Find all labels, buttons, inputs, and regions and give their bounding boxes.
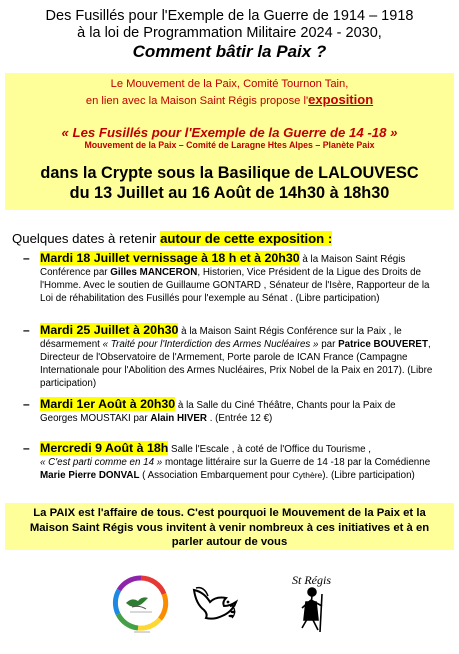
peace-movement-logo: [110, 572, 172, 636]
walking-figure-icon: [302, 588, 322, 632]
event-date: Mardi 25 Juillet à 20h30: [40, 323, 179, 337]
header-line2: à la loi de Programmation Militaire 2024 - 2030,: [77, 25, 382, 41]
event-item-1: – Mardi 18 Juillet vernissage à 18 h et à 20h30 à la Maison Saint Régis Conférence par Gilles MANCERON, Historien, Vice Président de la Ligue des Droits de l'Homme. Avec le soutien de Guillaume GONTARD , Sénateur de l'Isère, Rapporteur de la Loi de réhabilitation des Fusillés pour l'exemple au Sénat . (Libre participation): [23, 251, 430, 304]
dove-icon: [126, 597, 148, 606]
exhibition-announcement: [5, 73, 454, 210]
exhibition-credit: Mouvement de la Paix – Comité de Laragne Htes Alpes – Planète Paix: [84, 140, 375, 150]
dove-olive-branch-icon: [194, 588, 236, 619]
intro-line: Quelques dates à retenir autour de cette exposition :: [12, 231, 333, 246]
event-item-2: – Mardi 25 Juillet à 20h30 à la Maison Saint Régis Conférence sur la Paix , le désarmement « Traité pour l'Interdiction des Armes Nucléaires » par Patrice BOUVERET, Directeur de l'Observatoire de l'Armement, Porte parole de ICAN France (Campagne Internationale pour l'Abolition des Armes Nucléaires, Prix Nobel de la Paix en 2017). (Libre participation): [23, 323, 433, 389]
intro-highlight: autour de cette exposition :: [160, 231, 333, 246]
event-date: Mardi 18 Juillet vernissage à 18 h et à 20h30: [40, 251, 300, 265]
header: [0, 8, 459, 62]
dove-logo: [190, 582, 244, 632]
exhibition-location: dans la Crypte sous la Basilique de LALOUVESC du 13 Juillet au 16 Août de 14h30 à 18h30: [40, 164, 419, 202]
signature-text: St Régis: [292, 573, 331, 587]
event-date: Mardi 1er Août à 20h30: [40, 397, 176, 411]
event-item-3: – Mardi 1er Août à 20h30 à la Salle du Ciné Théâtre, Chants pour la Paix de Georges MOUSTAKI par Alain HIVER . (Entrée 12 €): [23, 397, 396, 424]
exhibition-title: « Les Fusillés pour l'Exemple de la Guerre de 14 -18 »: [61, 125, 398, 140]
maison-saint-regis-logo: [282, 568, 338, 638]
exposition-word: exposition: [308, 92, 374, 107]
header-line1: Des Fusillés pour l'Exemple de la Guerre de 1914 – 1918: [45, 8, 414, 24]
organizer-text: Le Mouvement de la Paix, Comité Tournon Tain, en lien avec la Maison Saint Régis propose l'exposition: [85, 78, 374, 107]
header-line3: Comment bâtir la Paix ?: [132, 42, 327, 61]
event-item-4: – Mercredi 9 Août à 18h Salle l'Escale , à coté de l'Office du Tourisme , « C'est parti comme en 14 » montage littéraire sur la Guerre de 14 -18 par la Comédienne Marie Pierre DONVAL ( Association Embarquement pour Cythère). (Libre participation): [23, 441, 431, 481]
event-date: Mercredi 9 Août à 18h: [40, 441, 169, 455]
closing-message: La PAIX est l'affaire de tous. C'est pourquoi le Mouvement de la Paix et la Maison Saint Régis vous invitent à venir nombreux à ces initiatives et à en parler autour de vous: [5, 503, 454, 550]
